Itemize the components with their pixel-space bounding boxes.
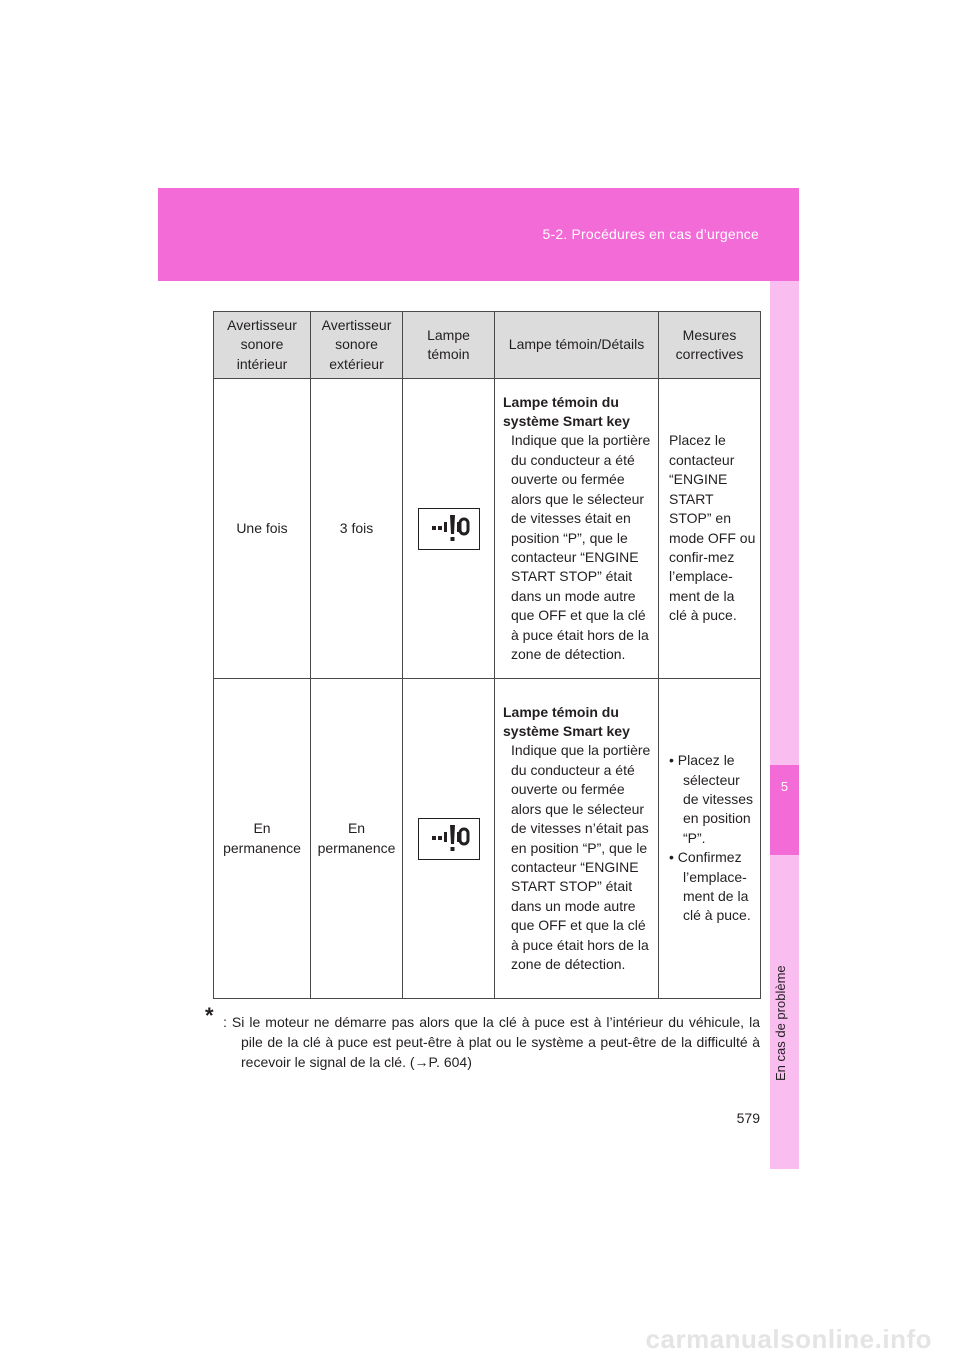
footnote-text: : Si le moteur ne démarre pas alors que la clé à puce est à l’intérieur du véhicule, la pile de la clé à puce est peut-être à plat ou le système a peut-être de la difficulté à recevoir le signal de la clé. (→P. 604)	[223, 1014, 760, 1070]
header-exterior-buzzer: Avertisseur sonore extérieur	[311, 312, 403, 379]
corrective-actions-cell	[659, 679, 761, 999]
smart-key-warning-icon	[418, 818, 480, 860]
detail-body: Indique que la portière du conducteur a été ouverte ou fermée alors que le sélecteur de vitesses était en position “P”, que le contacteur “ENGINE START STOP” était dans un mode autre que OFF et que la clé à puce était hors de la zone de détection.	[511, 432, 651, 662]
corrective-actions-cell	[659, 379, 761, 679]
details-cell	[495, 379, 659, 679]
footnote-marker: *	[205, 1003, 214, 1028]
chapter-number: 5	[780, 779, 789, 794]
chapter-label: En cas de problème	[773, 965, 788, 1081]
table-header-row	[214, 312, 761, 379]
table-row	[214, 679, 761, 999]
exterior-buzzer-cell: En permanence	[311, 679, 403, 999]
action-item: • Confirmez l’emplace-ment de la clé à puce.	[669, 849, 751, 924]
interior-buzzer-cell: En permanence	[214, 679, 311, 999]
header-details: Lampe témoin/Détails	[495, 312, 659, 379]
header-warning-light: Lampe témoin	[403, 312, 495, 379]
chapter-side-tab	[770, 281, 799, 1169]
table-row	[214, 379, 761, 679]
footnote	[205, 1003, 760, 1072]
page-number: 579	[736, 1110, 760, 1126]
chapter-number-box	[770, 765, 799, 855]
detail-title: Lampe témoin du système Smart key	[503, 393, 630, 430]
chapter-header-band	[158, 188, 799, 281]
exterior-buzzer-cell: 3 fois	[311, 379, 403, 679]
detail-body: Indique que la portière du conducteur a été ouverte ou fermée alors que le sélecteur de vitesses n’était pas en position “P”, que le contacteur “ENGINE START STOP” était dans un mode autre que OFF et que la clé à puce était hors de la zone de détection.	[511, 742, 651, 972]
watermark-text: carmanualsonline.info	[645, 1324, 932, 1354]
warning-light-cell	[403, 679, 495, 999]
details-cell	[495, 679, 659, 999]
header-corrective-actions: Mesures correctives	[659, 312, 761, 379]
interior-buzzer-cell: Une fois	[214, 379, 311, 679]
action-item: Placez le contacteur “ENGINE START STOP” en mode OFF ou confir-mez l’emplace-ment de la clé à puce.	[669, 432, 756, 624]
smart-key-warning-icon	[418, 508, 480, 550]
section-title: 5-2. Procédures en cas d’urgence	[542, 226, 759, 242]
header-interior-buzzer: Avertisseur sonore intérieur	[214, 312, 311, 379]
watermark-bar	[0, 1322, 960, 1358]
warning-table	[213, 311, 761, 999]
detail-title: Lampe témoin du système Smart key	[503, 703, 630, 740]
action-item: • Placez le sélecteur de vitesses en position “P”.	[669, 752, 754, 846]
warning-light-cell	[403, 379, 495, 679]
